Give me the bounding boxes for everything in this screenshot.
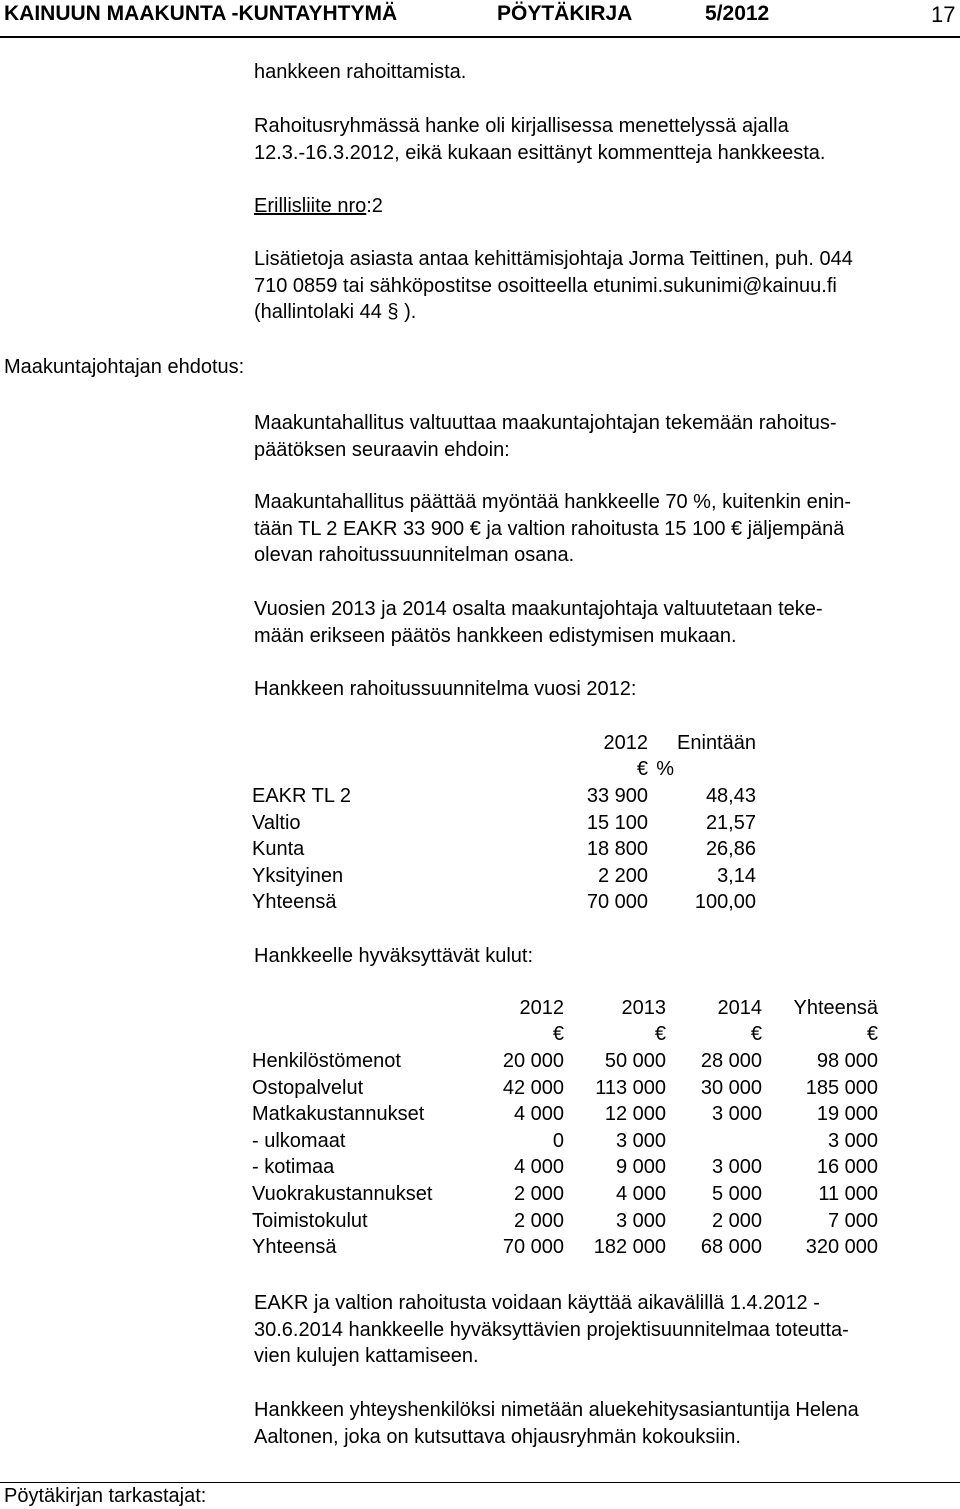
table-row: Valtio 15 100 21,57 [252, 811, 756, 834]
paragraph-later-years: Vuosien 2013 ja 2014 osalta maakuntajohtaja valtuutetaan teke- mään erikseen päätös hankkeen edistymisen mukaan. [254, 598, 823, 647]
table-header-row: 2012 2013 2014 Yhteensä [519, 996, 878, 1019]
document-type: PÖYTÄKIRJA [497, 2, 633, 25]
table-header-row: € € € € [552, 1023, 878, 1046]
paragraph-funding-intro: hankkeen rahoittamista. [254, 61, 467, 83]
proposal-side-label: Maakuntajohtajan ehdotus: [4, 356, 245, 378]
funding-plan-heading: Hankkeen rahoitussuunnitelma vuosi 2012: [254, 678, 637, 700]
paragraph-contact-info: Lisätietoja asiasta antaa kehittämisjohtaja Jorma Teittinen, puh. 044 710 0859 tai sähköpostitse osoitteella etunimi.sukunimi@kainuu.fi (hallintolaki 44 § ). [254, 248, 853, 323]
table-row: EAKR TL 2 33 900 48,43 [252, 784, 756, 807]
organization-name: KAINUUN MAAKUNTA -KUNTAYHTYMÄ [4, 2, 398, 25]
page-number: 17 [931, 2, 956, 27]
attachment-reference [254, 193, 383, 220]
paragraph-authorization: Maakuntahallitus valtuuttaa maakuntajohtajan tekemään rahoitus- päätöksen seuraavin ehdoin: [254, 412, 837, 461]
table-row: Ostopalvelut 42 000 113 000 30 000 185 000 [252, 1076, 878, 1099]
table-row: Matkakustannukset 4 000 12 000 3 000 19 000 [252, 1103, 878, 1126]
header-divider [0, 36, 960, 38]
paragraph-funding-group: Rahoitusryhmässä hanke oli kirjallisessa menettelyssä ajalla 12.3.-16.3.2012, eikä kukaan esittänyt kommentteja hankkeesta. [254, 115, 826, 164]
eligible-costs-table [252, 995, 878, 1261]
funding-plan-table [252, 730, 756, 916]
table-row: Yhteensä 70 000 182 000 68 000 320 000 [252, 1236, 878, 1259]
table-row: Kunta 18 800 26,86 [252, 838, 756, 861]
eligible-costs-heading: Hankkeelle hyväksyttävät kulut: [254, 945, 534, 967]
document-number: 5/2012 [705, 2, 770, 25]
table-row: Vuokrakustannukset 2 000 4 000 5 000 11 000 [252, 1182, 878, 1205]
table-row: Henkilöstömenot 20 000 50 000 28 000 98 000 [252, 1049, 878, 1072]
footer-divider [0, 1482, 960, 1483]
table-header-row: 2012 Enintään [603, 731, 756, 754]
attachment-number: :2 [366, 195, 383, 217]
table-row: Toimistokulut 2 000 3 000 2 000 7 000 [252, 1209, 878, 1232]
table-row: - kotimaa 4 000 9 000 3 000 16 000 [252, 1156, 878, 1179]
paragraph-contact-person: Hankkeen yhteyshenkilöksi nimetään aluekehitysasiantuntija Helena Aaltonen, joka on kutsuttava ohjausryhmän kokouksiin. [254, 1399, 859, 1448]
table-header-row: € % [636, 758, 674, 781]
footer-inspectors-label: Pöytäkirjan tarkastajat: [4, 1485, 207, 1507]
table-row: - ulkomaat 0 3 000 3 000 [252, 1129, 878, 1152]
paragraph-funding-period: EAKR ja valtion rahoitusta voidaan käyttää aikavälillä 1.4.2012 - 30.6.2014 hankkeelle hyväksyttävien projektisuunnitelmaa toteutta- vien kulujen kattamiseen. [254, 1292, 849, 1367]
paragraph-grant-decision: Maakuntahallitus päättää myöntää hankkeelle 70 %, kuitenkin enin- tään TL 2 EAKR 33 900 € ja valtion rahoitusta 15 100 € jäljempänä olevan rahoitussuunnitelman osana. [254, 491, 852, 566]
table-row: Yhteensä 70 000 100,00 [252, 891, 756, 914]
table-row: Yksityinen 2 200 3,14 [252, 864, 756, 887]
attachment-label: Erillisliite nro [254, 195, 367, 217]
